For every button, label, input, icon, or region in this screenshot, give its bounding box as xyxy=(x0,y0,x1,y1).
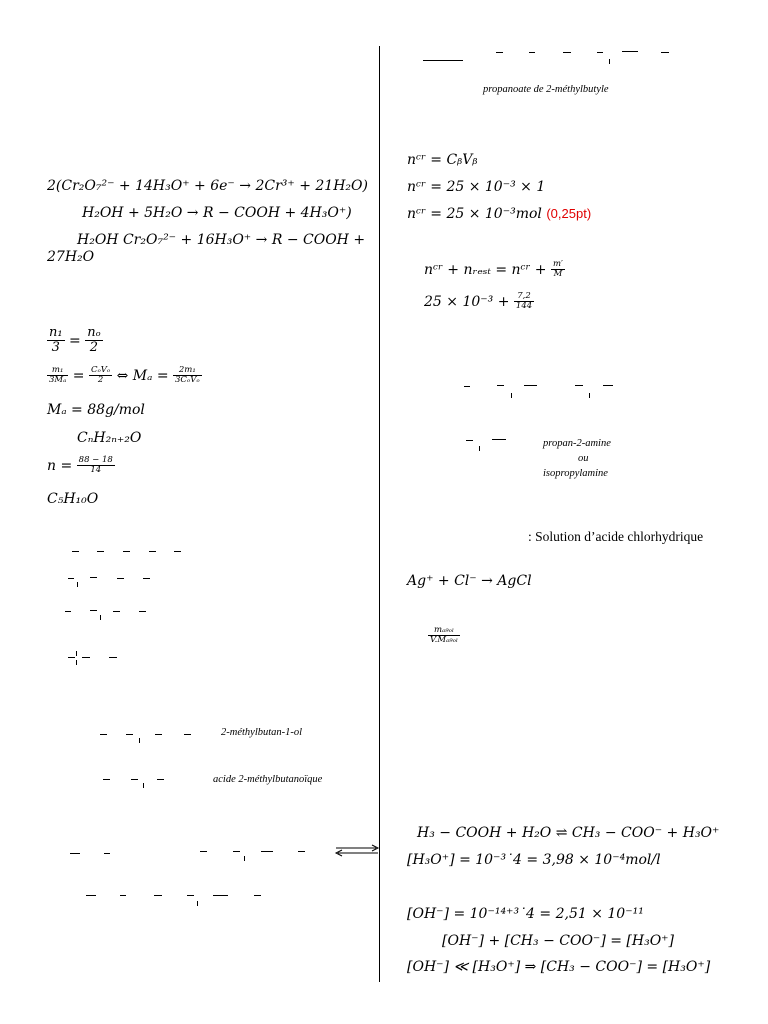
column-divider xyxy=(379,46,380,982)
n-calculation: n = $\frac{88 - 18}{14}$ xyxy=(47,455,113,476)
concentration-fraction: $\frac{\text{mₐ₉ₒₗ}}{\text{V.Mₐ₉ₒₗ}}$ xyxy=(430,625,458,646)
equation-global-line1: H₂OH Cr₂O₇²⁻ + 16H₃O⁺ → R − COOH + xyxy=(77,232,366,248)
molar-mass-derivation: $\frac{\text{m₁}}{\text{3Mₐ}}$ = $\frac{\text{CₒVₒ}}{2}$ ⇔ Mₐ = $\frac{\text{2m₁}}{\text{3CₒVₒ}}$ xyxy=(49,365,200,386)
name-amine: propan-2-amine xyxy=(543,438,611,449)
equation-dichromate-half: 2(Cr₂O₇²⁻ + 14H₃O⁺ + 6e⁻ → 2Cr³⁺ + 21H₂O) xyxy=(47,178,368,194)
equilibrium-arrow-icon xyxy=(334,844,380,858)
mole-ratio: $\frac{\text{n₁}}{3}$ = $\frac{\text{nₒ}}{2}$ xyxy=(49,325,101,356)
equation-oxidation-half: H₂OH + 5H₂O → R − COOH + 4H₃O⁺) xyxy=(82,205,352,221)
general-formula: CₙH₂ₙ₊₂O xyxy=(77,430,142,446)
name-ester: propanoate de 2-méthylbutyle xyxy=(483,84,609,95)
name-alcohol: 2-méthylbutan-1-ol xyxy=(221,727,303,738)
molar-mass-value: Mₐ = 88g/mol xyxy=(47,402,145,418)
precipitation-equation: Ag⁺ + Cl⁻ → AgCl xyxy=(407,573,532,589)
ncr-substitution: nᶜʳ = 25 × 10⁻³ × 1 xyxy=(407,179,546,195)
points-badge: (0,25pt) xyxy=(546,206,592,221)
name-amine-or: ou xyxy=(578,453,589,464)
ncr-definition: nᶜʳ = CᵦVᵦ xyxy=(407,152,478,168)
oh-concentration: [OH⁻] = 10⁻¹⁴⁺³˙4 = 2,51 × 10⁻¹¹ xyxy=(407,906,644,922)
acid-dissociation-equation: H₃ − COOH + H₂O ⇌ CH₃ − COO⁻ + H₃O⁺ xyxy=(417,825,720,841)
equation-global-line2: 27H₂O xyxy=(47,249,95,265)
molecular-formula: C₅H₁₀O xyxy=(47,491,99,507)
solution-label: : Solution d’acide chlorhydrique xyxy=(528,529,704,544)
h3o-concentration: [H₃O⁺] = 10⁻³˙4 = 3,98 × 10⁻⁴mol/l xyxy=(407,852,661,868)
electroneutrality: [OH⁻] + [CH₃ − COO⁻] = [H₃O⁺] xyxy=(442,933,675,949)
ncr-result: nᶜʳ = 25 × 10⁻³mol (0,25pt) xyxy=(407,206,592,222)
mole-balance: nᶜʳ + nᵣₑₛₜ = nᶜʳ + $\frac{m'}{M}$ xyxy=(424,259,563,280)
mole-balance-numeric: 25 × 10⁻³ + $\frac{7,2}{144}$ xyxy=(424,291,533,312)
name-amine-alt: isopropylamine xyxy=(543,468,608,479)
approximation: [OH⁻] ≪ [H₃O⁺] ⇒ [CH₃ − COO⁻] = [H₃O⁺] xyxy=(407,959,711,975)
name-acid: acide 2-méthylbutanoïque xyxy=(213,774,323,785)
